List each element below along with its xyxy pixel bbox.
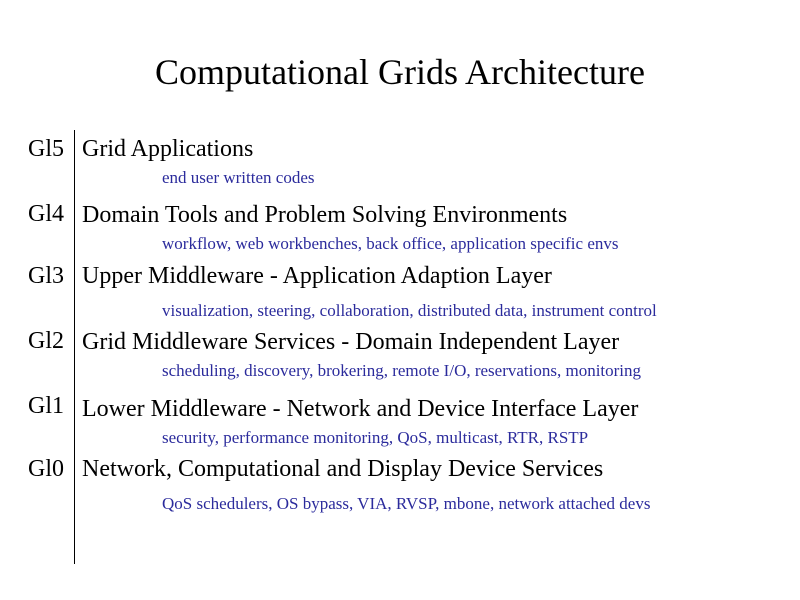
layer-code-gl0: Gl0: [28, 456, 64, 482]
layer-description-gl3: visualization, steering, collaboration, distributed data, instrument control: [162, 301, 657, 320]
layer-code-gl2: Gl2: [28, 328, 64, 354]
layer-name-gl3: Upper Middleware - Application Adaption Layer: [82, 263, 552, 289]
layer-code-gl5: Gl5: [28, 136, 64, 162]
layer-name-gl4: Domain Tools and Problem Solving Environments: [82, 202, 568, 228]
layer-description-gl5: end user written codes: [162, 168, 315, 187]
vertical-divider: [74, 130, 75, 564]
layer-code-gl1: Gl1: [28, 393, 64, 419]
layer-name-gl1: Lower Middleware - Network and Device Interface Layer: [82, 396, 639, 422]
layer-description-gl0: QoS schedulers, OS bypass, VIA, RVSP, mbone, network attached devs: [162, 494, 651, 513]
layer-name-gl2: Grid Middleware Services - Domain Independent Layer: [82, 329, 620, 355]
layer-description-gl4: workflow, web workbenches, back office, application specific envs: [162, 234, 619, 253]
layer-code-gl3: Gl3: [28, 263, 64, 289]
layer-name-gl0: Network, Computational and Display Device Services: [82, 456, 604, 482]
layer-code-gl4: Gl4: [28, 201, 64, 227]
page-title: Computational Grids Architecture: [155, 52, 645, 92]
layer-name-gl5: Grid Applications: [82, 136, 254, 162]
layer-description-gl1: security, performance monitoring, QoS, multicast, RTR, RSTP: [162, 428, 589, 447]
layer-description-gl2: scheduling, discovery, brokering, remote I/O, reservations, monitoring: [162, 361, 642, 380]
